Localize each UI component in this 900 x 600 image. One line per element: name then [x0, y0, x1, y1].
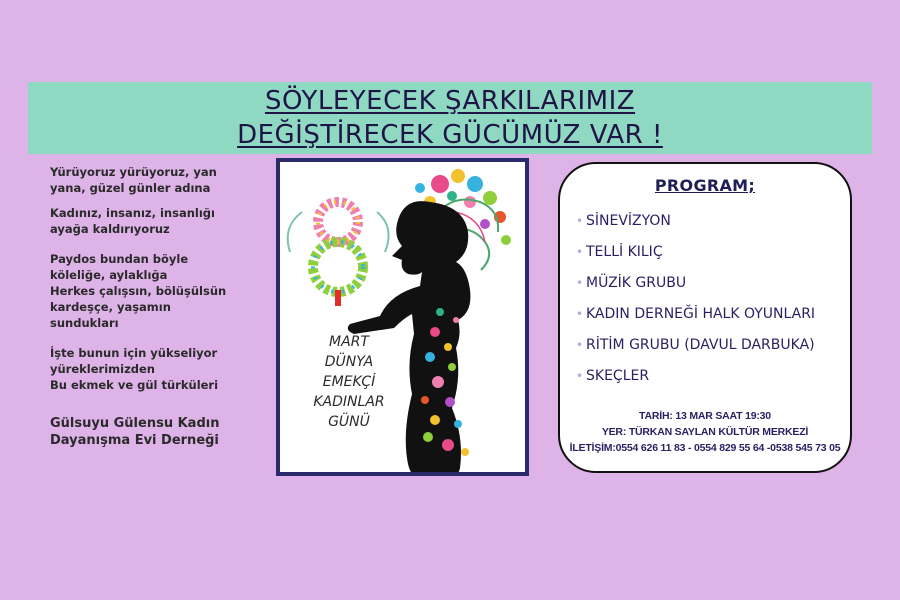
poster-line: MART: [329, 334, 369, 350]
banner-line-2: DEĞİŞTİRECEK GÜCÜMÜZ VAR !: [237, 120, 663, 150]
poem-stanza: Yürüyoruz yürüyoruz, yan yana, güzel günler adına: [50, 165, 217, 195]
poster-caption: [294, 332, 404, 432]
program-title: PROGRAM;: [654, 176, 756, 195]
bullet-icon: •: [576, 307, 584, 321]
number-eight-wreath: [288, 202, 389, 306]
event-place: YER: TÜRKAN SAYLAN KÜLTÜR MERKEZİ: [601, 426, 809, 438]
poster-line: EMEKÇİ: [322, 374, 376, 390]
event-contact: İLETİŞİM:0554 626 11 83 - 0554 829 55 64 -0538 545 73 05: [569, 442, 841, 454]
poster-line: GÜNÜ: [328, 414, 370, 430]
bullet-icon: •: [576, 276, 584, 290]
organization-name: Gülsuyu Gülensu Kadın Dayanışma Evi Derneği: [50, 416, 220, 448]
bullet-icon: •: [576, 245, 584, 259]
program-item: • RİTİM GRUBU (DAVUL DARBUKA): [576, 334, 848, 365]
bullet-icon: •: [576, 214, 584, 228]
event-info: [564, 408, 846, 456]
banner-line-1: SÖYLEYECEK ŞARKILARIMIZ: [264, 86, 636, 116]
poem-stanza: Kadınız, insanız, insanlığı ayağa kaldırıyoruz: [50, 206, 215, 236]
program-item: • MÜZİK GRUBU: [576, 272, 848, 303]
title-banner: [28, 82, 872, 154]
bullet-icon: •: [576, 369, 584, 383]
poster-line: DÜNYA: [324, 354, 374, 370]
program-item: • TELLİ KILIÇ: [576, 241, 848, 272]
program-list: [576, 210, 848, 396]
program-box: [558, 162, 852, 473]
program-item: • SİNEVİZYON: [576, 210, 848, 241]
event-date: TARİH: 13 MAR SAAT 19:30: [639, 410, 771, 422]
poem-stanza: Paydos bundan böyle köleliğe, aylaklığa Herkes çalışsın, bölüşülsün kardeşçe, yaşamın sundukları: [50, 252, 227, 330]
women-day-illustration: [276, 158, 529, 476]
bullet-icon: •: [576, 338, 584, 352]
poster-line: KADINLAR: [313, 394, 385, 410]
program-item: • KADIN DERNEĞİ HALK OYUNLARI: [576, 303, 848, 334]
program-item: • SKEÇLER: [576, 365, 848, 396]
poem-block: [50, 164, 265, 458]
poem-stanza: İşte bunun için yükseliyor yüreklerimizden Bu ekmek ve gül türküleri: [50, 346, 219, 392]
